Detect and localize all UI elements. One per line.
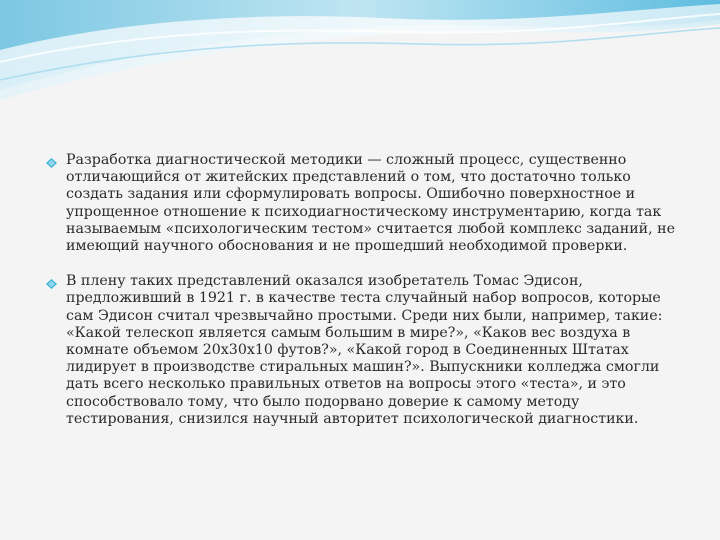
bullet-text: Разработка диагностической методики — сложный процесс, существенно отличающийся от житейских представлений о том, что достаточно только создать задания или сформулировать вопросы. Ошибочно поверхностное и упрощенное отношение к психодиагностическому инструментарию, когда так называемым «психологическим тестом» считается любой комплекс заданий, не имеющий научного обоснования и не прошедший необходимой проверки. (66, 152, 675, 255)
bullet-text: В плену таких представлений оказался изобретатель Томас Эдисон, предложивший в 1921 г. в качестве теста случайный набор вопросов, которые сам Эдисон считал чрезвычайно простыми. Среди них были, например, такие: «Какой телескоп является самым большим в мире?», «Каков вес воздуха в комнате объемом 20x30x10 футов?», «Какой город в Соединенных Штатах лидирует в производстве стиральных машин?». Выпускники колледжа смогли дать всего несколько правильных ответов на вопросы этого «теста», и это способствовало тому, что было подорвано доверие к самому методу тестирования, снизился научный авторитет психологической диагностики. (66, 273, 663, 427)
bullet-icon (46, 279, 57, 289)
list-item (44, 273, 684, 428)
bullet-list (44, 152, 684, 446)
list-item (44, 152, 684, 255)
top-wave-decoration (0, 0, 720, 120)
bullet-icon (46, 158, 57, 168)
